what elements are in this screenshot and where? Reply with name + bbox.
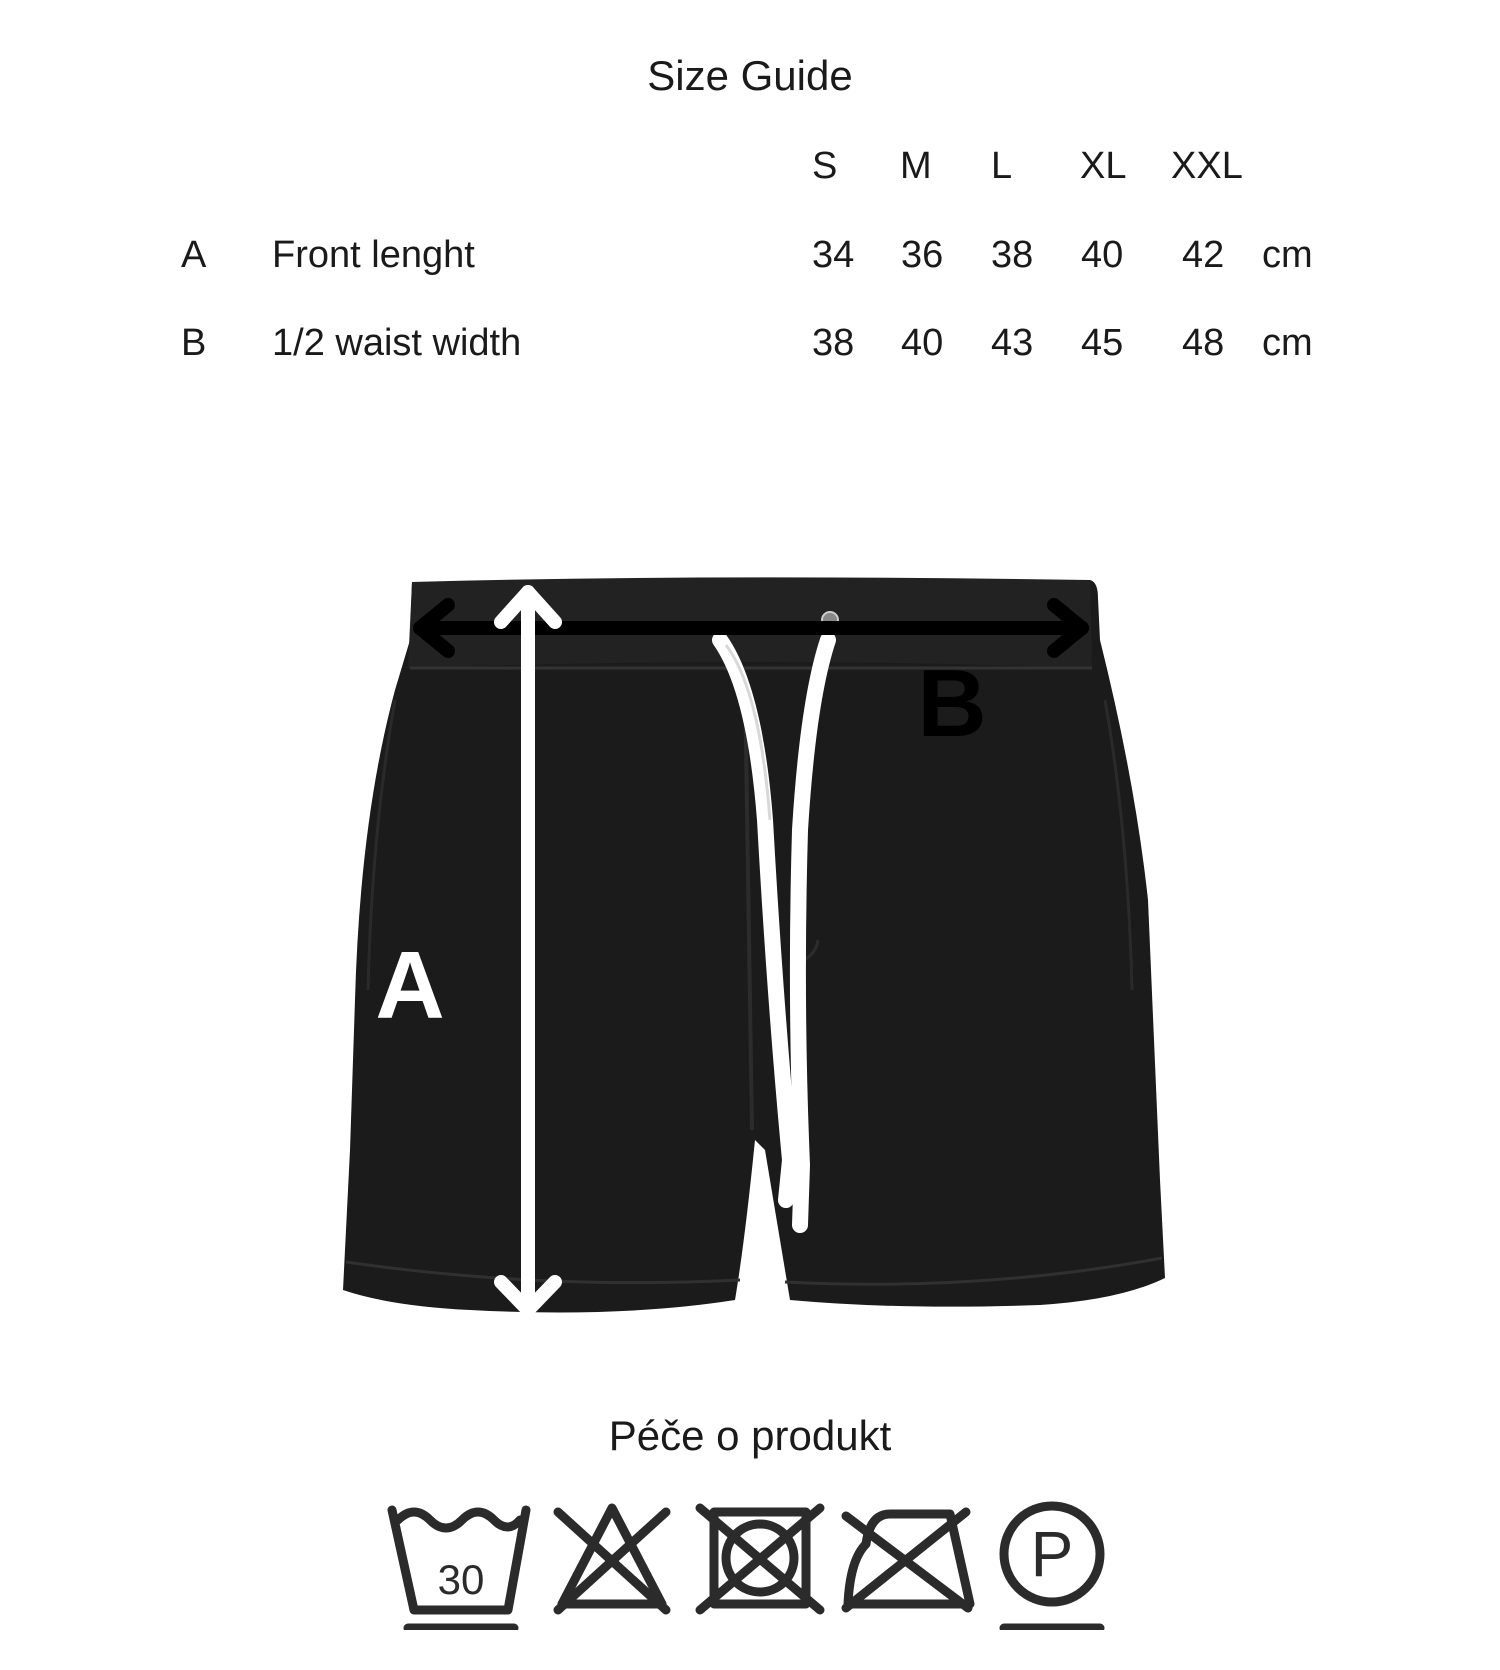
row-a-xl: 40	[1081, 234, 1124, 276]
do-not-tumble-dry-icon	[700, 1508, 820, 1610]
row-label-b: 1/2 waist width	[272, 322, 522, 364]
row-b-m: 40	[901, 322, 944, 364]
care-title: Péče o produkt	[608, 1412, 892, 1459]
row-b-l: 43	[991, 322, 1034, 364]
wash-30-icon	[392, 1510, 526, 1628]
size-header-l: L	[991, 145, 1013, 187]
label-b: B	[917, 650, 987, 757]
row-b-unit: cm	[1262, 322, 1313, 364]
row-b-xl: 45	[1081, 322, 1124, 364]
row-a-m: 36	[901, 234, 944, 276]
page-title: Size Guide	[647, 52, 853, 99]
do-not-iron-icon	[846, 1512, 970, 1608]
row-a-unit: cm	[1262, 234, 1313, 276]
p-symbol: P	[1030, 1518, 1074, 1590]
shorts-garment	[343, 580, 1165, 1312]
row-a-s: 34	[812, 234, 855, 276]
row-b-s: 38	[812, 322, 855, 364]
size-header-s: S	[812, 145, 838, 187]
row-a-l: 38	[991, 234, 1034, 276]
care-icons	[0, 1490, 1500, 1630]
row-code-b: B	[181, 322, 207, 364]
size-header-m: M	[900, 145, 932, 187]
label-a: A	[375, 932, 445, 1039]
wash-temp: 30	[437, 1556, 485, 1603]
dry-clean-p-icon	[1004, 1506, 1100, 1628]
row-b-xxl: 48	[1182, 322, 1225, 364]
size-header-xxl: XXL	[1171, 145, 1243, 187]
row-code-a: A	[181, 234, 207, 276]
row-label-a: Front lenght	[272, 234, 475, 276]
row-a-xxl: 42	[1182, 234, 1225, 276]
do-not-bleach-icon	[558, 1508, 666, 1610]
size-header-xl: XL	[1080, 145, 1127, 187]
